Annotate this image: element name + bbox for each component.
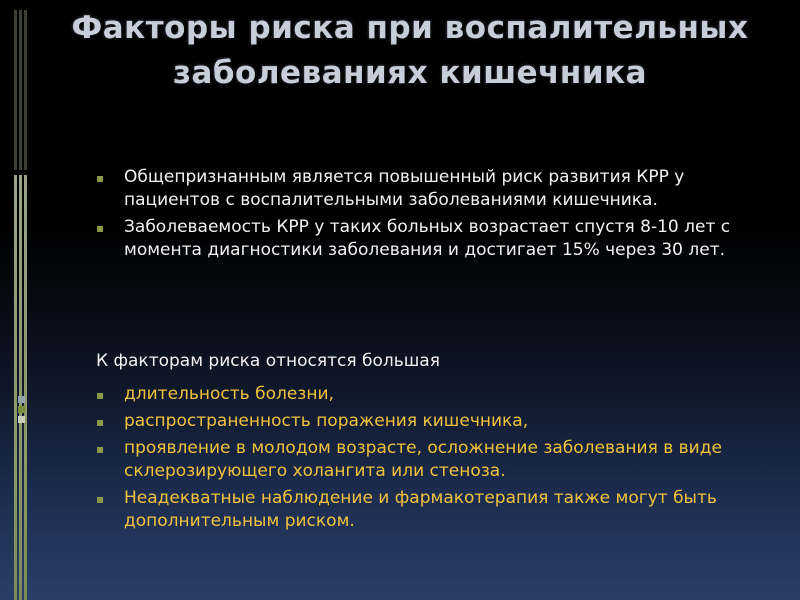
slide-title: Факторы риска при воспалительных заболеваниях кишечника: [71, 10, 749, 91]
list-item: [96, 383, 776, 406]
decorative-stripes-top: [14, 10, 30, 170]
risk-intro: К факторам риска относятся большая: [96, 351, 440, 371]
key-points: [96, 166, 776, 266]
bullet-icon: ▪: [96, 442, 105, 456]
bullet-icon: ▪: [96, 388, 105, 402]
point-text: Заболеваемость КРР у таких больных возрастает спустя 8-10 лет с момента диагностики заболевания и достигает 15% через 30 лет.: [124, 217, 731, 260]
list-item: [96, 437, 776, 483]
list-item: [96, 487, 776, 533]
risk-factors: [96, 383, 776, 537]
bullet-icon: ▪: [96, 492, 105, 506]
decorative-stripes: [14, 175, 30, 600]
bullet-icon: ▪: [96, 415, 105, 429]
list-item: [96, 166, 776, 212]
bullet-icon: ▪: [96, 171, 105, 185]
list-item: [96, 410, 776, 433]
bullet-icon: ▪: [96, 221, 105, 235]
risk-factor-text: проявление в молодом возрасте, осложнение заболевания в виде склерозирующего холангита или стеноза.: [124, 438, 722, 481]
decorative-square: [18, 396, 25, 403]
risk-factor-text: длительность болезни,: [124, 384, 334, 404]
risk-factor-text: распространенность поражения кишечника,: [124, 411, 529, 431]
decorative-square: [18, 406, 25, 413]
risk-factor-text: Неадекватные наблюдение и фармакотерапия также могут быть дополнительным риском.: [124, 488, 717, 531]
decorative-square: [18, 416, 25, 423]
point-text: Общепризнанным является повышенный риск развития КРР у пациентов с воспалительными заболеваниями кишечника.: [124, 167, 685, 210]
list-item: [96, 216, 776, 262]
